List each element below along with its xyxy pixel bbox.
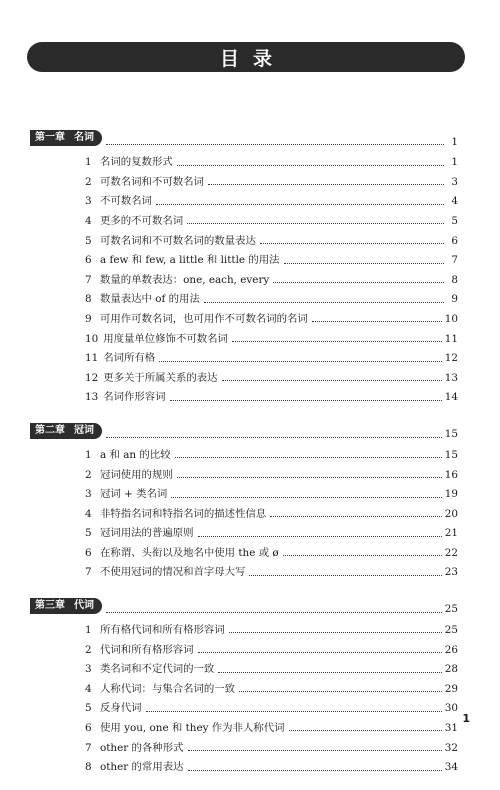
- toc-entry[interactable]: [30, 694, 458, 714]
- chapter-heading[interactable]: [30, 595, 458, 615]
- entry-number: 9: [85, 312, 92, 325]
- dot-leader: [249, 575, 441, 576]
- chapter-page: 1: [451, 135, 458, 148]
- entry-page: 1: [451, 156, 458, 169]
- entry-page: 26: [444, 643, 458, 656]
- toc-entry[interactable]: [30, 539, 458, 559]
- entry-title: 类名词和不定代词的一致: [100, 663, 215, 676]
- entry-title: 可数名词和不可数名词: [100, 175, 204, 188]
- entry-number: 4: [85, 507, 92, 520]
- chapter-number: 第一章: [35, 132, 65, 143]
- entry-page: 7: [451, 254, 458, 267]
- entry-page: 9: [451, 293, 458, 306]
- toc-entry[interactable]: [30, 733, 458, 753]
- entry-number: 12: [85, 371, 99, 384]
- toc-entry[interactable]: [30, 344, 458, 364]
- toc-entry[interactable]: [30, 675, 458, 695]
- entry-number: 7: [85, 566, 92, 579]
- dot-leader: [208, 184, 444, 185]
- toc-entry[interactable]: [30, 266, 458, 286]
- entry-page: 5: [451, 214, 458, 227]
- dot-leader: [289, 730, 442, 731]
- dot-leader: [198, 652, 442, 653]
- toc-entry[interactable]: [30, 635, 458, 655]
- chapter-label: [30, 130, 102, 146]
- toc-entry[interactable]: [30, 324, 458, 344]
- entry-page: 16: [444, 468, 458, 481]
- entry-title: 冠词用法的普遍原则: [100, 527, 194, 540]
- entry-page: 25: [444, 624, 458, 637]
- entry-number: 5: [85, 234, 92, 247]
- toc-entry[interactable]: [30, 714, 458, 734]
- chapter-page: 25: [444, 603, 458, 616]
- toc-entry[interactable]: [30, 364, 458, 384]
- dot-leader: [222, 380, 442, 381]
- entry-title: 可用作可数名词，也可用作不可数名词的名词: [100, 312, 308, 325]
- entry-title: 可数名词和不可数名词的数量表达: [100, 234, 256, 247]
- entry-title: 数量表达中 of 的用法: [100, 293, 200, 306]
- entry-number: 6: [85, 546, 92, 559]
- entry-title: 名词所有格: [103, 352, 156, 365]
- entry-page: 28: [444, 663, 458, 676]
- entry-page: 21: [444, 527, 458, 540]
- entry-page: 3: [451, 175, 458, 188]
- dot-leader: [188, 750, 442, 751]
- entry-page: 31: [444, 722, 458, 735]
- chapter-section: [30, 127, 458, 403]
- entry-number: 3: [85, 488, 92, 501]
- dot-leader: [284, 263, 444, 264]
- toc-entry[interactable]: [30, 480, 458, 500]
- dot-leader: [187, 223, 444, 224]
- dot-leader: [156, 204, 444, 205]
- dot-leader: [188, 770, 442, 771]
- entry-title: 在称谓、头衔以及地名中使用 the 或 ø: [100, 546, 279, 559]
- dot-leader: [312, 321, 442, 322]
- dot-leader: [270, 516, 442, 517]
- entry-page: 6: [451, 234, 458, 247]
- entry-title: 名词的复数形式: [100, 156, 173, 169]
- toc-entry[interactable]: [30, 187, 458, 207]
- toc-entry[interactable]: [30, 246, 458, 266]
- dot-leader: [283, 555, 442, 556]
- entry-page: 12: [444, 352, 458, 365]
- toc-entry[interactable]: [30, 226, 458, 246]
- toc-entry[interactable]: [30, 616, 458, 636]
- dot-leader: [159, 361, 442, 362]
- dot-leader: [273, 282, 444, 283]
- chapter-heading[interactable]: [30, 127, 458, 147]
- toc-title: 目录: [219, 47, 286, 70]
- entry-page: 30: [444, 702, 458, 715]
- toc-entry[interactable]: [30, 383, 458, 403]
- entry-number: 4: [85, 682, 92, 695]
- chapter-number: 第三章: [35, 599, 65, 611]
- chapter-title: 冠词: [74, 424, 94, 436]
- entry-title: 使用 you, one 和 they 作为非人称代词: [100, 722, 285, 735]
- toc-entry[interactable]: [30, 207, 458, 227]
- entry-page: 19: [444, 488, 458, 501]
- entry-number: 8: [85, 293, 92, 306]
- entry-title: a 和 an 的比较: [100, 448, 171, 461]
- toc-entry[interactable]: [30, 500, 458, 520]
- toc-title-banner: [27, 42, 465, 72]
- entry-number: 5: [85, 702, 92, 715]
- entry-number: 5: [85, 527, 92, 540]
- entry-number: 7: [85, 273, 92, 286]
- entry-page: 34: [444, 761, 458, 774]
- entry-title: 代词和所有格形容词: [100, 643, 194, 656]
- dot-leader: [171, 497, 442, 498]
- chapter-section: [30, 420, 458, 578]
- entry-title: other 的各种形式: [100, 741, 184, 754]
- entry-title: 冠词 + 类名词: [100, 488, 168, 501]
- entry-title: 不可数名词: [100, 195, 152, 208]
- dot-leader: [232, 341, 442, 342]
- dot-leader: [177, 165, 444, 166]
- entry-page: 22: [444, 546, 458, 559]
- entry-number: 8: [85, 761, 92, 774]
- chapter-number: 第二章: [35, 424, 65, 436]
- entry-page: 4: [451, 195, 458, 208]
- dot-leader: [106, 437, 442, 438]
- toc-entry[interactable]: [30, 305, 458, 325]
- entry-title: 所有格代词和所有格形容词: [100, 624, 225, 637]
- entry-title: a few 和 few, a little 和 little 的用法: [100, 254, 280, 267]
- dot-leader: [218, 672, 441, 673]
- dot-leader: [170, 400, 442, 401]
- toc-entry[interactable]: [30, 558, 458, 578]
- entry-title: 非特指名词和特指名词的描述性信息: [100, 507, 267, 520]
- toc-entry[interactable]: [30, 441, 458, 461]
- chapter-page: 15: [444, 428, 458, 441]
- entry-number: 13: [85, 391, 99, 404]
- entry-number: 3: [85, 195, 92, 208]
- dot-leader: [198, 536, 442, 537]
- dot-leader: [239, 691, 442, 692]
- entry-title: other 的常用表达: [100, 761, 184, 774]
- toc-entry[interactable]: [30, 460, 458, 480]
- entry-number: 1: [85, 448, 92, 461]
- dot-leader: [229, 632, 442, 633]
- entry-number: 3: [85, 663, 92, 676]
- entry-page: 32: [444, 741, 458, 754]
- entry-page: 13: [444, 371, 458, 384]
- entry-title: 冠词使用的规则: [100, 468, 173, 481]
- entry-title: 更多的不可数名词: [100, 214, 184, 227]
- entry-page: 11: [444, 332, 458, 345]
- chapter-title: 代词: [74, 599, 94, 611]
- entry-title: 用度量单位修饰不可数名词: [103, 332, 228, 345]
- entry-page: 23: [444, 566, 458, 579]
- entry-title: 更多关于所属关系的表达: [103, 371, 218, 384]
- entry-title: 反身代词: [100, 702, 142, 715]
- entry-title: 名词作形容词: [103, 391, 166, 404]
- toc-entry[interactable]: [30, 148, 458, 168]
- table-of-contents: [30, 127, 458, 790]
- entry-number: 2: [85, 175, 92, 188]
- toc-entry[interactable]: [30, 285, 458, 305]
- dot-leader: [146, 711, 442, 712]
- chapter-title: 名词: [74, 132, 94, 143]
- chapter-section: [30, 595, 458, 773]
- entry-number: 2: [85, 468, 92, 481]
- entry-number: 1: [85, 156, 92, 169]
- toc-entry[interactable]: [30, 168, 458, 188]
- dot-leader: [175, 457, 442, 458]
- chapter-heading[interactable]: [30, 420, 458, 440]
- entry-title: 数量的单数表达：one, each, every: [100, 273, 270, 286]
- entry-page: 8: [451, 273, 458, 286]
- toc-entry[interactable]: [30, 655, 458, 675]
- entry-number: 6: [85, 254, 92, 267]
- entry-title: 人称代词：与集合名词的一致: [100, 682, 236, 695]
- dot-leader: [260, 243, 444, 244]
- entry-page: 14: [444, 391, 458, 404]
- entry-number: 11: [85, 352, 99, 365]
- entry-page: 29: [444, 682, 458, 695]
- page-number: 1: [462, 712, 470, 725]
- toc-entry[interactable]: [30, 519, 458, 539]
- entry-page: 15: [444, 448, 458, 461]
- entry-number: 7: [85, 741, 92, 754]
- entry-page: 10: [444, 312, 458, 325]
- dot-leader: [106, 612, 442, 613]
- entry-number: 10: [85, 332, 99, 345]
- entry-number: 1: [85, 624, 92, 637]
- entry-number: 4: [85, 214, 92, 227]
- entry-number: 2: [85, 643, 92, 656]
- entry-title: 不使用冠词的情况和首字母大写: [100, 566, 246, 579]
- toc-entry[interactable]: [30, 753, 458, 773]
- entry-number: 6: [85, 722, 92, 735]
- chapter-label: [30, 598, 102, 614]
- entry-page: 20: [444, 507, 458, 520]
- dot-leader: [177, 477, 442, 478]
- dot-leader: [106, 144, 444, 145]
- chapter-label: [30, 423, 102, 439]
- dot-leader: [204, 302, 444, 303]
